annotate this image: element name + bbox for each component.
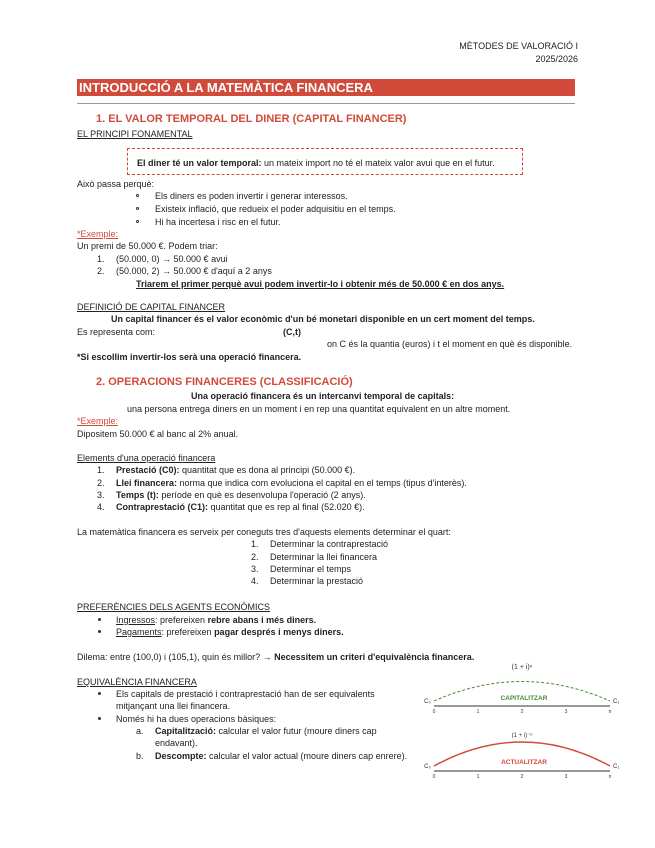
example-item-number: 1.: [97, 254, 105, 264]
example-text: Un premi de 50.000 €. Podem triar:: [77, 241, 218, 251]
tick-label: n: [608, 709, 612, 715]
key-principle-rest: un mateix import no té el mateix valor avui que en el futur.: [261, 158, 495, 168]
preference-item: [116, 614, 316, 626]
example-label: *Exemple:: [77, 416, 119, 426]
bullet-icon: [136, 207, 139, 210]
equivalence-heading: EQUIVALÈNCIA FINANCERA: [77, 677, 197, 687]
page-header: [459, 40, 578, 66]
discount-factor-label: (1 + i)⁻ⁿ: [511, 733, 533, 739]
operation-desc: calcular el valor futur (moure diners cap: [216, 726, 377, 736]
example-item-number: 2.: [97, 266, 105, 276]
course-name: MÈTODES DE VALORACIÓ I: [459, 41, 578, 51]
determine-item: Determinar el temps: [270, 564, 352, 574]
tick-label: 1: [476, 774, 480, 780]
element-term: Temps (t):: [116, 490, 159, 500]
element-term: Llei financera:: [116, 478, 178, 488]
element-desc: norma que indica com evoluciona el capital en el temps (tipus d'interès).: [177, 478, 467, 488]
example-text: Dipositem 50.000 € al banc al 2% anual.: [77, 429, 239, 439]
tick-label: 1: [476, 709, 480, 715]
element-item: [116, 477, 467, 489]
dilemma-text: [77, 651, 474, 663]
operation-definition-detail: una persona entrega diners en un moment i en rep una quantitat equivalent en un altre moment.: [127, 404, 511, 414]
section-2-heading: 2. OPERACIONS FINANCERES (CLASSIFICACIÓ): [96, 376, 353, 388]
tick-label: 0: [432, 709, 436, 715]
tick-label: 2: [520, 709, 524, 715]
bullet-icon: [98, 618, 101, 621]
operation-term: Capitalització:: [155, 726, 217, 736]
preference-desc: : prefereixen: [155, 615, 208, 625]
operation-item: [155, 750, 407, 762]
determine-item: Determinar la contraprestació: [270, 539, 389, 549]
determine-item: Determinar la prestació: [270, 576, 364, 586]
example-item: (50.000, 0) → 50.000 € avui: [116, 254, 228, 264]
title-divider: [77, 103, 575, 104]
operation-definition: Una operació financera és un intercanvi temporal de capitals:: [191, 391, 455, 401]
key-principle-bold: El diner té un valor temporal:: [137, 158, 262, 168]
preference-item: [116, 626, 344, 638]
element-term: Prestació (C0):: [116, 465, 180, 475]
tick-label: 2: [520, 774, 524, 780]
example-label: *Exemple:: [77, 229, 119, 239]
document-title: INTRODUCCIÓ A LA MATEMÀTICA FINANCERA: [77, 79, 575, 96]
element-item: [116, 464, 355, 476]
section-1-heading: 1. EL VALOR TEMPORAL DEL DINER (CAPITAL FINANCER): [96, 113, 407, 125]
capitalize-factor-label: (1 + i)ⁿ: [511, 664, 533, 671]
capitalize-label: CAPITALITZAR: [500, 695, 548, 702]
bullet-icon: [136, 220, 139, 223]
representation-note: on C és la quantia (euros) i t el moment en què és disponible.: [327, 339, 573, 349]
definition-heading: DEFINICIÓ DE CAPITAL FINANCER: [77, 302, 226, 312]
tick-label: 0: [432, 774, 436, 780]
preference-term: Pagaments: [116, 627, 162, 637]
example-conclusion: Triarem el primer perquè avui podem invertir-lo i obtenir més de 50.000 € en dos anys.: [136, 279, 505, 289]
preferences-heading: PREFERÈNCIES DELS AGENTS ECONÒMICS: [77, 602, 271, 612]
reason-item: Hi ha incertesa i risc en el futur.: [155, 217, 281, 227]
operation-letter: b.: [136, 751, 144, 761]
equivalence-text: Els capitals de prestació i contraprestació han de ser equivalents: [116, 689, 375, 699]
preference-desc: : prefereixen: [161, 627, 215, 637]
determine-item: Determinar la llei financera: [270, 552, 378, 562]
preference-bold: pagar després i menys diners.: [214, 627, 344, 637]
bullet-icon: [98, 630, 101, 633]
determine-number: 2.: [251, 552, 259, 562]
course-year: 2025/2026: [535, 54, 578, 64]
element-item: [116, 489, 366, 501]
c0-label: C₀: [424, 699, 431, 705]
example-item: (50.000, 2) → 50.000 € d'aquí a 2 anys: [116, 266, 272, 276]
element-desc: quantitat que es rep al final (52.020 €).: [208, 502, 365, 512]
operation-desc: calcular el valor actual (moure diners cap enrere).: [206, 751, 408, 761]
element-number: 2.: [97, 478, 105, 488]
actualize-label: ACTUALITZAR: [501, 759, 547, 766]
bullet-icon: [136, 194, 139, 197]
capitalization-diagram: [420, 660, 620, 780]
element-item: [116, 501, 365, 513]
serve-text: La matemàtica financera es serveix per coneguts tres d'aquests elements determinar el quart:: [77, 527, 451, 537]
preference-bold: rebre abans i més diners.: [207, 615, 317, 625]
tick-label: n: [608, 774, 612, 780]
determine-number: 4.: [251, 576, 259, 586]
dilemma-answer: Necessitem un criteri d'equivalència financera.: [274, 652, 475, 662]
determine-number: 3.: [251, 564, 259, 574]
c0-label: C₀: [424, 764, 431, 770]
element-number: 3.: [97, 490, 105, 500]
element-desc: quantitat que es dona al principi (50.000 €).: [179, 465, 356, 475]
key-principle-text: [137, 157, 495, 169]
reasons-intro: Això passa perquè:: [77, 179, 155, 189]
reason-item: Existeix inflació, que redueix el poder adquisitiu en el temps.: [155, 204, 396, 214]
basic-operations-intro: Només hi ha dues operacions bàsiques:: [116, 714, 277, 724]
tick-label: 3: [564, 774, 568, 780]
element-number: 1.: [97, 465, 105, 475]
operation-desc-cont: endavant).: [155, 738, 198, 748]
investment-note: *Si escollim invertir-los serà una operació financera.: [77, 352, 302, 362]
tick-label: 3: [564, 709, 568, 715]
element-desc: període en què es desenvolupa l'operació (2 anys).: [158, 490, 366, 500]
operation-term: Descompte:: [155, 751, 207, 761]
element-term: Contraprestació (C1):: [116, 502, 209, 512]
representation-formula: (C,t): [283, 327, 301, 337]
bullet-icon: [98, 692, 101, 695]
definition-text: Un capital financer és el valor econòmic d'un bé monetari disponible en un cert moment del temps.: [111, 314, 535, 324]
equivalence-text-cont: mitjançant una llei financera.: [116, 701, 231, 711]
elements-heading: Elements d'una operació financera: [77, 453, 216, 463]
principle-subheading: EL PRINCIPI FONAMENTAL: [77, 129, 193, 139]
operation-item: [155, 725, 377, 737]
operation-letter: a.: [136, 726, 144, 736]
c1-label: C₁: [613, 699, 620, 705]
bullet-icon: [98, 717, 101, 720]
element-number: 4.: [97, 502, 105, 512]
preference-term: Ingressos: [116, 615, 156, 625]
dilemma-question: Dilema: entre (100,0) i (105,1), quin és millor? →: [77, 652, 275, 662]
reason-item: Els diners es poden invertir i generar interessos.: [155, 191, 348, 201]
representation-label: Es representa com:: [77, 327, 156, 337]
c1-label: C₁: [613, 764, 620, 770]
determine-number: 1.: [251, 539, 259, 549]
